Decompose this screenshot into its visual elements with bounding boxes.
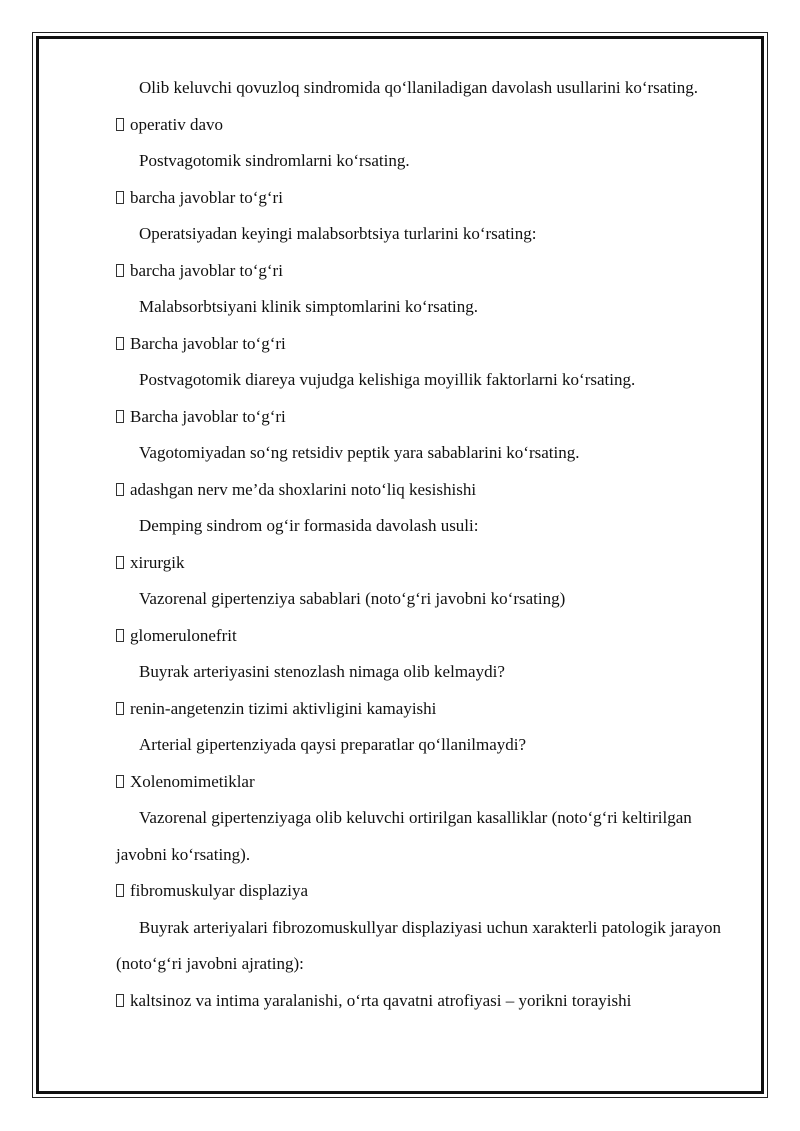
answer-text: renin-angetenzin tizimi aktivligini kamayishi (130, 698, 437, 718)
checkbox-icon (116, 994, 124, 1007)
answer-line (116, 545, 726, 582)
checkbox-icon (116, 702, 124, 715)
question-text: Arterial gipertenziyada qaysi preparatlar qo‘llanilmaydi? (139, 735, 527, 754)
checkbox-icon (116, 629, 124, 642)
answer-line (116, 107, 726, 144)
answer-line (116, 618, 726, 655)
question-text: Postvagotomik sindromlarni ko‘rsating. (139, 151, 410, 170)
answer-text: barcha javoblar to‘g‘ri (130, 187, 283, 207)
answer-text: operativ davo (130, 114, 223, 134)
question-text: Operatsiyadan keyingi malabsorbtsiya turlarini ko‘rsating: (139, 224, 537, 243)
answer-line (116, 983, 726, 1020)
question-text: Vazorenal gipertenziyaga olib keluvchi ortirilgan kasalliklar (noto‘g‘ri keltirilgan javobni ko‘rsating). (116, 808, 692, 864)
checkbox-icon (116, 337, 124, 350)
answer-line (116, 764, 726, 801)
checkbox-icon (116, 775, 124, 788)
checkbox-icon (116, 410, 124, 423)
answer-text: fibromuskulyar displaziya (130, 881, 308, 900)
document-body (116, 70, 726, 1019)
answer-line (116, 399, 726, 436)
question-text: Demping sindrom og‘ir formasida davolash usuli: (139, 516, 479, 535)
answer-text: glomerulonefrit (130, 625, 237, 645)
checkbox-icon (116, 191, 124, 204)
answer-line (116, 873, 726, 910)
question-text: Vagotomiyadan so‘ng retsidiv peptik yara sabablarini ko‘rsating. (139, 443, 580, 462)
answer-line (116, 253, 726, 290)
answer-text: Barcha javoblar to‘g‘ri (130, 333, 286, 353)
answer-line (116, 472, 726, 509)
answer-text: barcha javoblar to‘g‘ri (130, 260, 283, 280)
answer-text: Xolenomimetiklar (130, 771, 255, 791)
checkbox-icon (116, 483, 124, 496)
answer-text: adashgan nerv me’da shoxlarini noto‘liq kesishishi (130, 479, 477, 499)
checkbox-icon (116, 118, 124, 131)
question-text: Postvagotomik diareya vujudga kelishiga moyillik faktorlarni ko‘rsating. (139, 370, 636, 389)
answer-text: kaltsinoz va intima yaralanishi, o‘rta qavatni atrofiyasi – yorikni torayishi (130, 990, 632, 1010)
answer-text: xirurgik (130, 552, 185, 572)
answer-line (116, 691, 726, 728)
question-text: Olib keluvchi qovuzloq sindromida qo‘llaniladigan davolash usullarini ko‘rsating. (139, 78, 699, 97)
question-text: Buyrak arteriyalari fibrozomuskullyar displaziyasi uchun xarakterli patologik jarayon (noto‘g‘ri javobni ajrating): (116, 917, 722, 973)
checkbox-icon (116, 264, 124, 277)
answer-line (116, 180, 726, 217)
checkbox-icon (116, 884, 124, 897)
question-text: Buyrak arteriyasini stenozlash nimaga olib kelmaydi? (139, 662, 505, 681)
question-text: Malabsorbtsiyani klinik simptomlarini ko‘rsating. (139, 297, 479, 316)
question-text: Vazorenal gipertenziya sabablari (noto‘g‘ri javobni ko‘rsating) (139, 589, 566, 608)
answer-line (116, 326, 726, 363)
checkbox-icon (116, 556, 124, 569)
answer-text: Barcha javoblar to‘g‘ri (130, 406, 286, 426)
